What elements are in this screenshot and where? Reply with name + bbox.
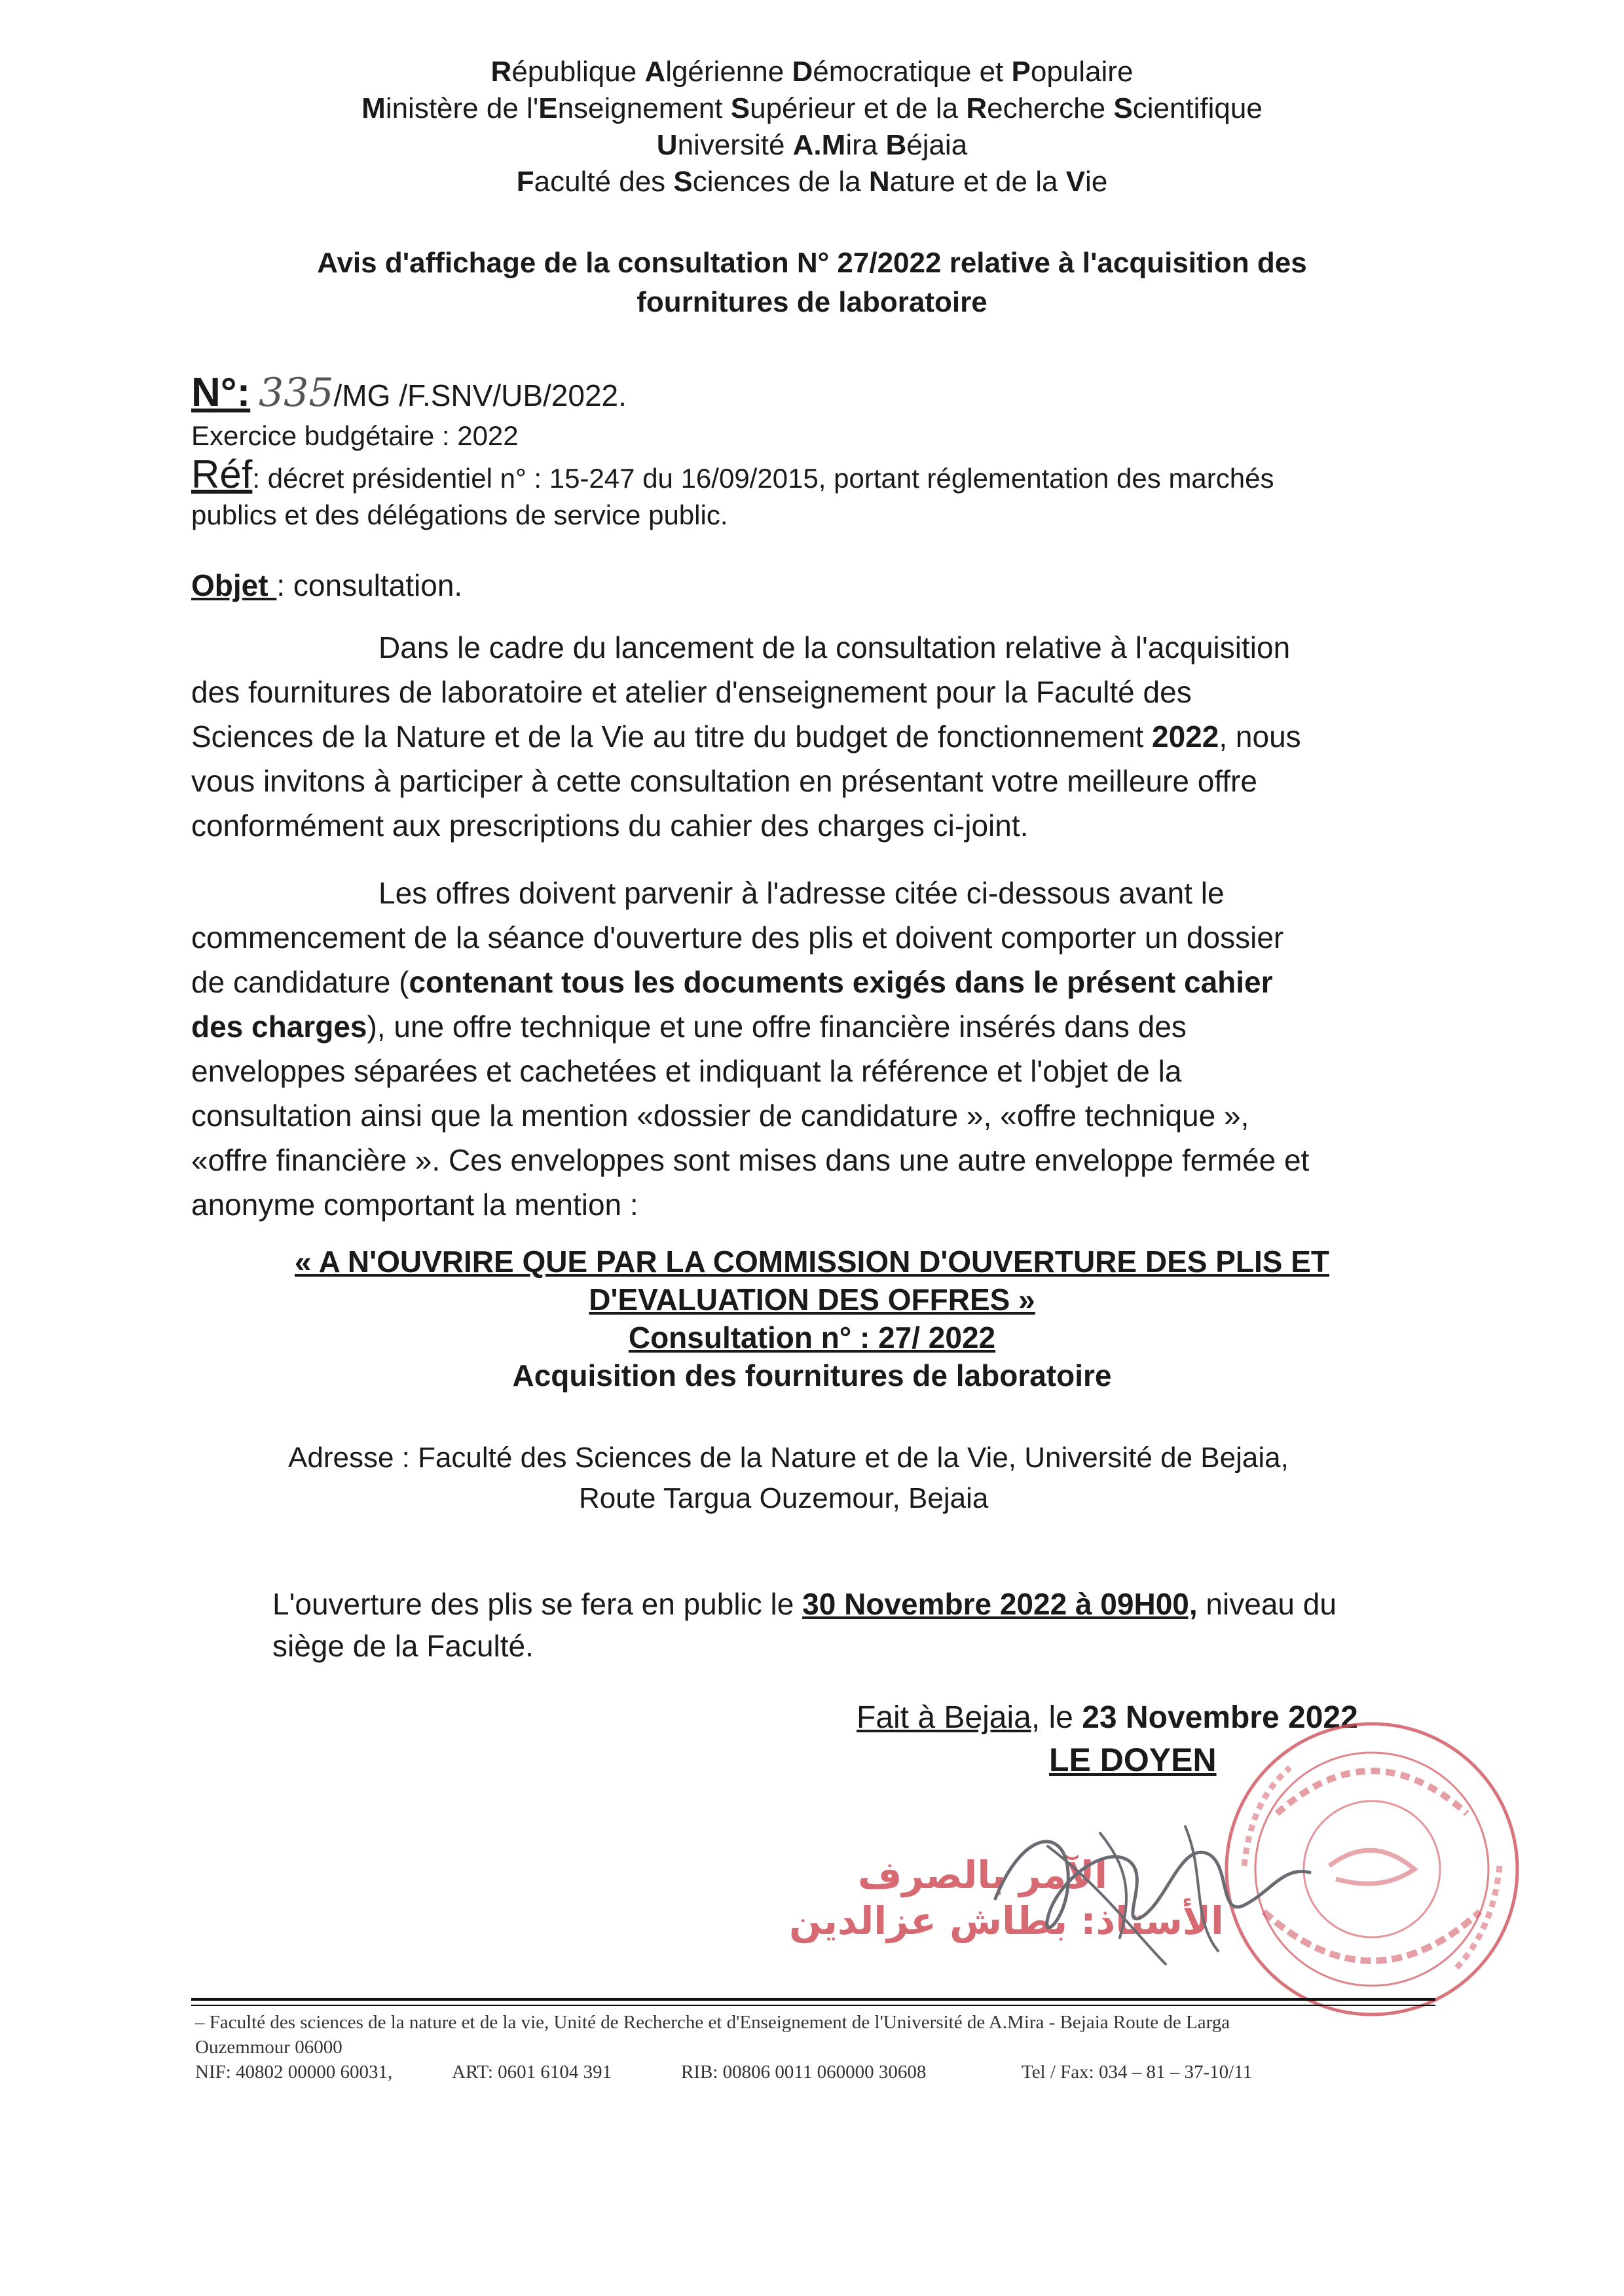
reference-decree <box>191 452 1274 498</box>
header-seg: opulaire <box>1030 56 1134 88</box>
signature-date: 23 Novembre 2022 <box>1082 1700 1358 1735</box>
header-seg: ira <box>845 129 886 161</box>
header-seg: U <box>656 129 678 161</box>
p2-line: anonyme comportant la mention : <box>191 1188 638 1222</box>
header-seg: A <box>644 56 666 88</box>
p2-line: enveloppes séparées et cachetées et indiquant la référence et l'objet de la <box>191 1054 1182 1088</box>
stamp-text-line-1: الآمر بالصرف <box>858 1853 1108 1897</box>
header-seg: S <box>673 166 693 198</box>
budget-year: Exercice budgétaire : 2022 <box>191 420 519 451</box>
header-seg: épublique <box>511 56 645 88</box>
header-seg: S <box>730 92 750 124</box>
header-seg: ature et de la <box>889 166 1066 198</box>
handwritten-number: 335 <box>259 370 334 416</box>
ref-text-2: publics et des délégations de service public. <box>191 500 728 530</box>
number-label: N°: <box>191 370 251 415</box>
header-seg: N <box>868 166 890 198</box>
opening-date: 30 Novembre 2022 à 09H00, <box>802 1587 1198 1621</box>
mention-consultation-number: Consultation n° : 27/ 2022 <box>628 1321 996 1355</box>
reference-number <box>191 370 627 418</box>
objet-label: Objet <box>191 568 277 602</box>
header-seg: niversité <box>677 129 793 161</box>
document-title-line-2: fournitures de laboratoire <box>637 286 987 318</box>
header-seg: R <box>966 92 987 124</box>
p1-year: 2022 <box>1152 720 1219 754</box>
footer-nif: NIF: 40802 00000 60031, <box>195 2062 393 2083</box>
header-seg: E <box>538 92 558 124</box>
opening-text: niveau du <box>1197 1587 1337 1621</box>
opening-text: L'ouverture des plis se fera en public le <box>272 1587 803 1621</box>
header-seg: inistère de l' <box>385 92 539 124</box>
ref-text-1: : décret présidentiel n° : 15-247 du 16/09/2015, portant réglementation des marchés <box>252 463 1274 494</box>
footer-rule-thin <box>191 2005 1435 2006</box>
mention-subject: Acquisition des fournitures de laboratoire <box>512 1358 1112 1393</box>
header-seg: A.M <box>792 129 846 161</box>
p2-seg: de candidature ( <box>191 965 409 999</box>
p1-line: des fournitures de laboratoire et atelier d'enseignement pour la Faculté des <box>191 675 1192 709</box>
signature-place: Fait à Bejaia, <box>857 1700 1041 1735</box>
footer-rib: RIB: 00806 0011 060000 30608 <box>681 2062 927 2083</box>
p1-line: conformément aux prescriptions du cahier des charges ci-joint. <box>191 809 1029 843</box>
p2-line: «offre financière ». Ces enveloppes sont mises dans une autre enveloppe fermée et <box>191 1143 1310 1177</box>
header-seg: R <box>490 56 512 88</box>
signatory-title: LE DOYEN <box>1049 1741 1217 1778</box>
p1-line: vous invitons à participer à cette consultation en présentant votre meilleure offre <box>191 764 1257 798</box>
header-seg: V <box>1065 166 1086 198</box>
handwritten-signature <box>969 1807 1336 1977</box>
opening-line-1 <box>272 1583 1337 1625</box>
objet-text: : consultation. <box>276 568 463 602</box>
header-line-ministry <box>0 90 1624 127</box>
p2-line <box>191 960 1429 1004</box>
header-seg: cientifique <box>1132 92 1263 124</box>
header-seg: éjaia <box>906 129 968 161</box>
footer-tel: Tel / Fax: 034 – 81 – 37-10/11 <box>1022 2062 1253 2083</box>
footer-art: ART: 0601 6104 391 <box>452 2062 612 2083</box>
p2-line: Les offres doivent parvenir à l'adresse citée ci-dessous avant le <box>378 876 1225 910</box>
ref-label: Réf <box>191 452 253 496</box>
header-seg: F <box>516 166 534 198</box>
footer-rule-thick <box>191 1998 1435 2001</box>
p1-seg: Sciences de la Nature et de la Vie au titre du budget de fonctionnement <box>191 720 1153 754</box>
header-seg: aculté des <box>534 166 674 198</box>
number-suffix: /MG /F.SNV/UB/2022. <box>333 378 627 412</box>
address-line-1: Adresse : Faculté des Sciences de la Nature et de la Vie, Université de Bejaia, <box>288 1442 1289 1474</box>
header-line-university <box>0 127 1624 164</box>
header-seg: M <box>361 92 386 124</box>
p2-bold-seg: contenant tous les documents exigés dans le présent cahier <box>409 965 1273 999</box>
header-seg: ciences de la <box>692 166 869 198</box>
p2-bold-seg: des charges <box>191 1010 367 1044</box>
p2-line: commencement de la séance d'ouverture des plis et doivent comporter un dossier <box>191 920 1284 955</box>
paragraph-2 <box>191 871 1429 1227</box>
p2-seg: ), une offre technique et une offre financière insérés dans des <box>367 1010 1187 1044</box>
header-seg: upérieur et de la <box>750 92 967 124</box>
mention-line-1: « A N'OUVRIRE QUE PAR LA COMMISSION D'OUVERTURE DES PLIS ET <box>294 1245 1330 1279</box>
p2-line <box>191 1004 1429 1049</box>
header-line-republic <box>0 54 1624 90</box>
header-seg: B <box>885 129 907 161</box>
p1-line <box>191 714 1429 759</box>
signature-le: le <box>1040 1700 1082 1735</box>
paragraph-1 <box>191 625 1429 848</box>
mention-line-2: D'EVALUATION DES OFFRES » <box>589 1283 1035 1317</box>
address-line-2: Route Targua Ouzemour, Bejaia <box>579 1482 989 1514</box>
objet <box>191 564 462 606</box>
header-seg: lgérienne <box>665 56 792 88</box>
header-seg: D <box>792 56 813 88</box>
footer-line-1: – Faculté des sciences de la nature et de la vie, Unité de Recherche et d'Enseignement de l'Université de A.Mira - Bejaia Route de Larga <box>195 2012 1230 2033</box>
p1-seg: , nous <box>1219 720 1301 754</box>
header-seg: S <box>1113 92 1133 124</box>
footer-line-2: Ouzemmour 06000 <box>195 2037 342 2058</box>
header-line-faculty <box>0 164 1624 200</box>
header-seg: nseignement <box>557 92 731 124</box>
document-title-line-1: Avis d'affichage de la consultation N° 27/2022 relative à l'acquisition des <box>317 247 1307 279</box>
stamp-text-line-2: الأستاذ: بطاش عزالدين <box>789 1899 1224 1943</box>
header-seg: émocratique et <box>813 56 1012 88</box>
header-seg: echerche <box>987 92 1114 124</box>
header-seg: P <box>1011 56 1031 88</box>
header-seg: ie <box>1085 166 1108 198</box>
opening-line-2: siège de la Faculté. <box>272 1629 534 1663</box>
p2-line: consultation ainsi que la mention «dossier de candidature », «offre technique », <box>191 1099 1249 1133</box>
p1-line: Dans le cadre du lancement de la consultation relative à l'acquisition <box>378 630 1291 665</box>
